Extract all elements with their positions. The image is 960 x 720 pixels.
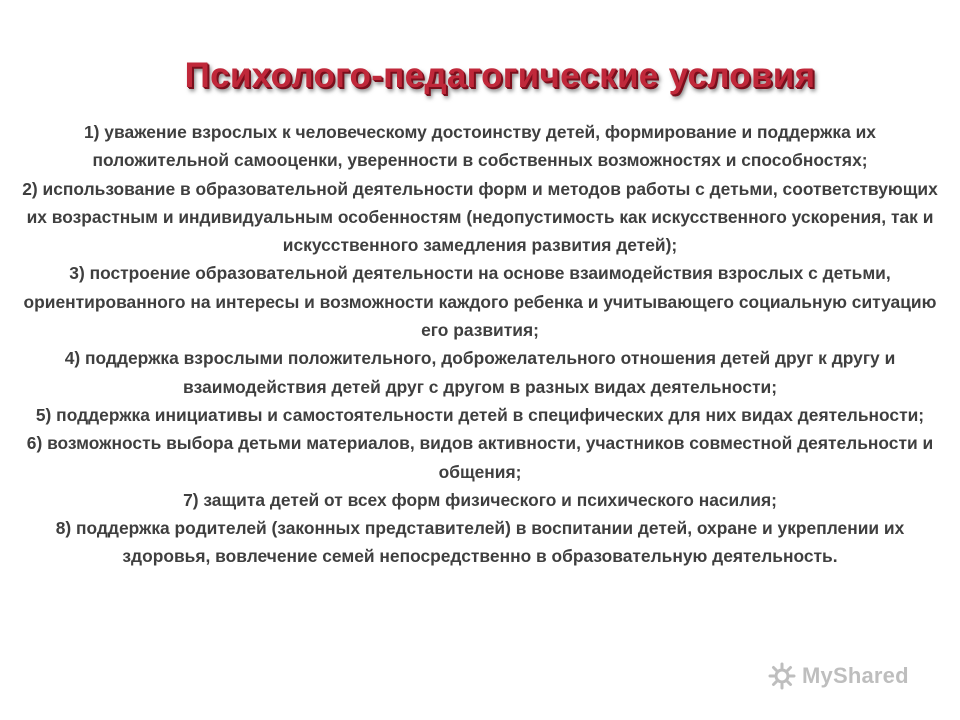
condition-item-3: 3) построение образовательной деятельности на основе взаимодействия взрослых с детьми, ориентированного на интересы и возможности каждого ребенка и учитывающего социальную ситуацию его развития; — [23, 263, 937, 341]
condition-item-4: 4) поддержка взрослыми положительного, доброжелательного отношения детей друг к другу и взаимодействия детей друг с другом в разных видах деятельности; — [64, 348, 896, 397]
slide-title: Психолого-педагогические условия — [184, 56, 816, 95]
condition-item-5: 5) поддержка инициативы и самостоятельности детей в специфических для них видах деятельности; — [35, 404, 925, 425]
condition-item-2: 2) использование в образовательной деятельности форм и методов работы с детьми, соответствующих их возрастным и индивидуальным особенностям (недопустимость как искусственного ускорения, так и искусственного замедления развития детей); — [22, 178, 938, 256]
condition-item-6: 6) возможность выбора детьми материалов, видов активности, участников совместной деятельности и общения; — [26, 433, 934, 482]
condition-item-8: 8) поддержка родителей (законных представителей) в воспитании детей, охране и укреплении их здоровья, вовлечение семей непосредственно в образовательную деятельность. — [55, 518, 905, 567]
watermark-text: MyShared — [802, 663, 909, 688]
condition-item-7: 7) защита детей от всех форм физического и психического насилия; — [183, 489, 777, 510]
myshared-watermark — [768, 660, 928, 692]
myshared-logo-icon — [768, 662, 796, 690]
condition-item-1: 1) уважение взрослых к человеческому достоинству детей, формирование и поддержка их положительной самооценки, уверенности в собственных возможностях и способностях; — [84, 122, 876, 171]
conditions-list — [18, 118, 942, 571]
